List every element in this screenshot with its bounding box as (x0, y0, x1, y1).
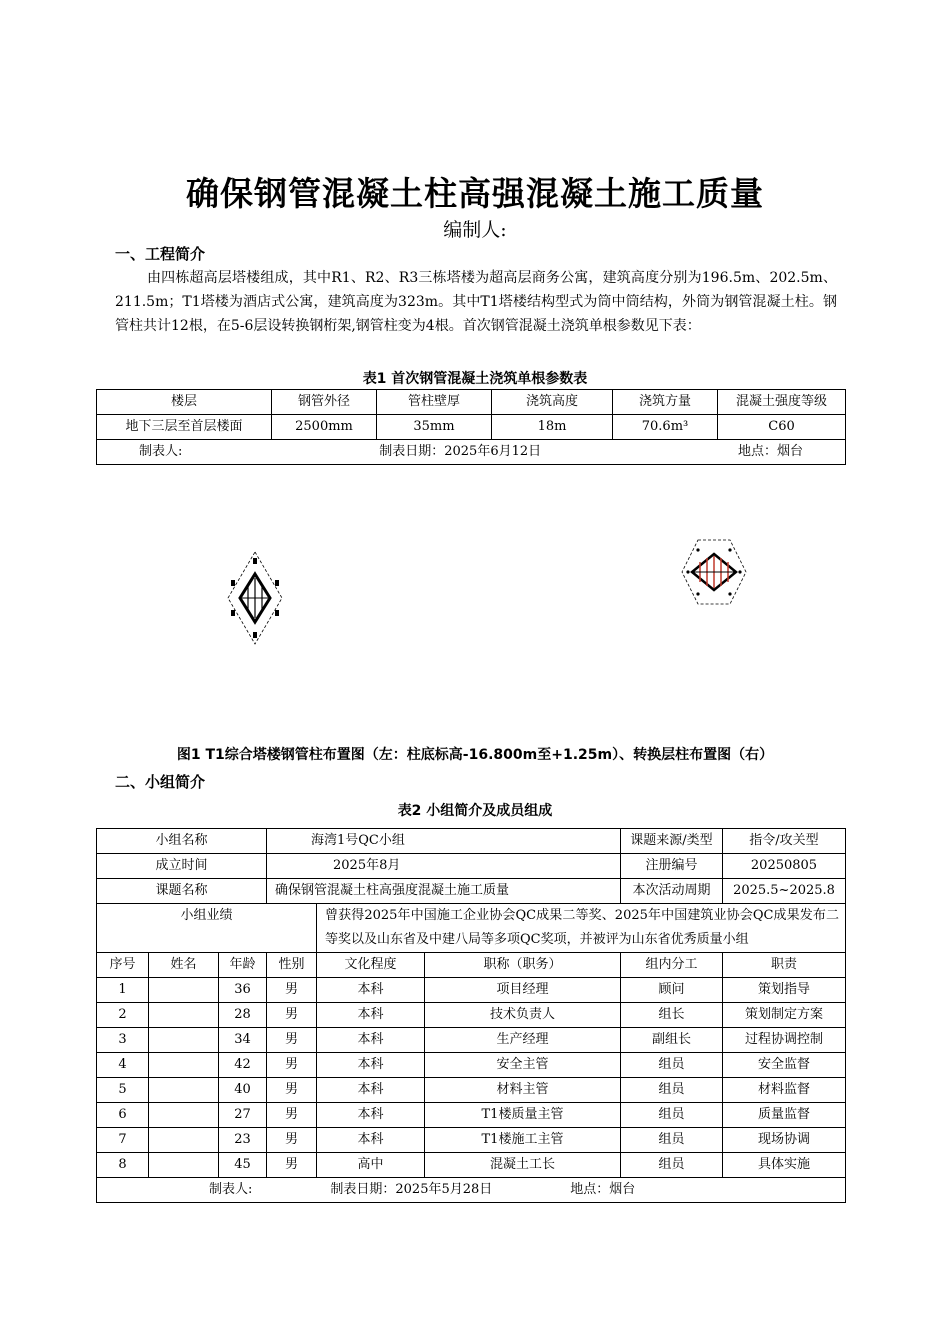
table2-caption: 表2 小组简介及成员组成 (397, 803, 553, 819)
member-cell: 42 (219, 1053, 267, 1078)
member-cell: 男 (267, 1128, 317, 1153)
table-row (97, 879, 846, 904)
founded-label: 成立时间 (97, 854, 267, 879)
table2-footer-row (97, 1178, 846, 1203)
table1 (96, 389, 846, 465)
table1-cell: 18m (492, 415, 613, 440)
topic-value: 确保钢管混凝土柱高强度混凝土施工质量 (267, 879, 621, 904)
member-cell: 高中 (317, 1153, 425, 1178)
member-cell (149, 1153, 219, 1178)
table1-header: 浇筑方量 (613, 390, 718, 415)
table1-caption: 表1 首次钢管混凝土浇筑单根参数表 (362, 371, 588, 387)
member-cell: 28 (219, 1003, 267, 1028)
table2-header: 职称（职务） (425, 953, 621, 978)
table1-header: 钢管外径 (272, 390, 377, 415)
table2-place: 地点：烟台 (570, 1182, 636, 1197)
member-cell (149, 1028, 219, 1053)
table-row (97, 1053, 846, 1078)
member-cell: 36 (219, 978, 267, 1003)
table2-header: 性别 (267, 953, 317, 978)
table-row (97, 415, 846, 440)
member-cell (149, 1128, 219, 1153)
member-cell: 40 (219, 1078, 267, 1103)
member-cell: 6 (97, 1103, 149, 1128)
author-line: 编制人: (443, 219, 507, 241)
member-cell: T1楼质量主管 (425, 1103, 621, 1128)
period-value: 2025.5~2025.8 (723, 879, 846, 904)
member-cell: 2 (97, 1003, 149, 1028)
table2-header: 文化程度 (317, 953, 425, 978)
group-name-label: 小组名称 (97, 829, 267, 854)
table2-header: 姓名 (149, 953, 219, 978)
table2-header: 组内分工 (621, 953, 723, 978)
reg-label: 注册编号 (621, 854, 723, 879)
figure-caption: 图1 T1综合塔楼钢管柱布置图（左：柱底标高-16.800m至+1.25m）、转换层柱布置图（右） (176, 747, 774, 763)
member-cell: 8 (97, 1153, 149, 1178)
member-cell: 项目经理 (425, 978, 621, 1003)
table1-header: 浇筑高度 (492, 390, 613, 415)
table-row (97, 978, 846, 1003)
topic-label: 课题名称 (97, 879, 267, 904)
member-cell: 安全监督 (723, 1053, 846, 1078)
table2-maker: 制表人: (209, 1182, 253, 1197)
table1-maker: 制表人: (139, 444, 183, 459)
column-layout-drawing-right (678, 536, 750, 608)
member-cell: 本科 (317, 978, 425, 1003)
member-cell (149, 1103, 219, 1128)
member-cell: 3 (97, 1028, 149, 1053)
member-cell: 具体实施 (723, 1153, 846, 1178)
member-cell: 组员 (621, 1078, 723, 1103)
member-cell: 安全主管 (425, 1053, 621, 1078)
member-cell: 过程协调控制 (723, 1028, 846, 1053)
member-cell: 男 (267, 1028, 317, 1053)
member-cell: 男 (267, 978, 317, 1003)
member-cell: 45 (219, 1153, 267, 1178)
table-row (97, 1128, 846, 1153)
table-row (97, 953, 846, 978)
table2-header: 序号 (97, 953, 149, 978)
member-cell: 本科 (317, 1103, 425, 1128)
achievement-value: 曾获得2025年中国施工企业协会QC成果二等奖、2025年中国建筑业协会QC成果发布二等奖以及山东省及中建八局等多项QC奖项，并被评为山东省优秀质量小组 (317, 904, 846, 953)
member-cell: 5 (97, 1078, 149, 1103)
table-row (97, 829, 846, 854)
member-cell: 23 (219, 1128, 267, 1153)
member-cell: 现场协调 (723, 1128, 846, 1153)
table1-header: 混凝土强度等级 (718, 390, 846, 415)
member-cell: 组长 (621, 1003, 723, 1028)
table-row (97, 1028, 846, 1053)
table2 (96, 828, 846, 1203)
period-label: 本次活动周期 (621, 879, 723, 904)
table1-cell: C60 (718, 415, 846, 440)
table1-date: 制表日期：2025年6月12日 (379, 444, 542, 459)
member-cell (149, 1053, 219, 1078)
founded-value: 2025年8月 (267, 854, 621, 879)
member-cell: T1楼施工主管 (425, 1128, 621, 1153)
source-label: 课题来源/类型 (621, 829, 723, 854)
section1-heading: 一、工程简介 (115, 245, 206, 263)
member-cell: 27 (219, 1103, 267, 1128)
member-cell: 本科 (317, 1028, 425, 1053)
member-cell: 材料监督 (723, 1078, 846, 1103)
table-row (97, 1153, 846, 1178)
member-cell: 混凝土工长 (425, 1153, 621, 1178)
member-cell: 本科 (317, 1128, 425, 1153)
table1-header: 楼层 (97, 390, 272, 415)
member-cell: 组员 (621, 1053, 723, 1078)
member-cell: 质量监督 (723, 1103, 846, 1128)
source-value: 指令/攻关型 (723, 829, 846, 854)
table1-cell: 2500mm (272, 415, 377, 440)
member-cell: 副组长 (621, 1028, 723, 1053)
table1-header: 管柱壁厚 (377, 390, 492, 415)
member-cell: 本科 (317, 1003, 425, 1028)
member-cell: 男 (267, 1153, 317, 1178)
achievement-label: 小组业绩 (97, 904, 317, 953)
member-cell: 7 (97, 1128, 149, 1153)
member-cell: 本科 (317, 1053, 425, 1078)
table2-date: 制表日期：2025年5月28日 (330, 1182, 493, 1197)
document-title: 确保钢管混凝土柱高强混凝土施工质量 (186, 174, 764, 213)
table1-place: 地点：烟台 (737, 444, 803, 459)
member-cell: 顾问 (621, 978, 723, 1003)
table-row (97, 1003, 846, 1028)
member-cell (149, 1078, 219, 1103)
table-row (97, 1103, 846, 1128)
member-cell: 策划制定方案 (723, 1003, 846, 1028)
member-cell: 组员 (621, 1103, 723, 1128)
member-cell: 1 (97, 978, 149, 1003)
reg-value: 20250805 (723, 854, 846, 879)
table2-header: 年龄 (219, 953, 267, 978)
member-cell: 材料主管 (425, 1078, 621, 1103)
member-cell: 男 (267, 1103, 317, 1128)
table-row (97, 1078, 846, 1103)
member-cell (149, 978, 219, 1003)
member-cell: 技术负责人 (425, 1003, 621, 1028)
section2-heading: 二、小组简介 (115, 773, 206, 791)
column-layout-drawing-left (220, 548, 290, 648)
table1-cell: 35mm (377, 415, 492, 440)
member-cell: 34 (219, 1028, 267, 1053)
member-cell: 男 (267, 1078, 317, 1103)
member-cell: 4 (97, 1053, 149, 1078)
table-row (97, 854, 846, 879)
table-row (97, 904, 846, 953)
member-cell: 本科 (317, 1078, 425, 1103)
member-cell: 男 (267, 1053, 317, 1078)
table1-footer-row (97, 440, 846, 465)
member-cell: 组员 (621, 1153, 723, 1178)
member-cell (149, 1003, 219, 1028)
table-row (97, 390, 846, 415)
table1-cell: 地下三层至首层楼面 (97, 415, 272, 440)
table2-header: 职责 (723, 953, 846, 978)
member-cell: 组员 (621, 1128, 723, 1153)
table1-cell: 70.6m³ (613, 415, 718, 440)
section1-paragraph: 由四栋超高层塔楼组成，其中R1、R2、R3三栋塔楼为超高层商务公寓，建筑高度分别为196.5m、202.5m、211.5m；T1塔楼为酒店式公寓，建筑高度为323m。其中T1塔楼结构型式为筒中筒结构，外筒为钢管混凝土柱。钢管柱共计12根，在5-6层设转换钢桁架,钢管柱变为4根。首次钢管混凝土浇筑单根参数见下表： (115, 270, 837, 334)
member-cell: 生产经理 (425, 1028, 621, 1053)
group-name-value: 海湾1号QC小组 (267, 829, 621, 854)
member-cell: 男 (267, 1003, 317, 1028)
member-cell: 策划指导 (723, 978, 846, 1003)
